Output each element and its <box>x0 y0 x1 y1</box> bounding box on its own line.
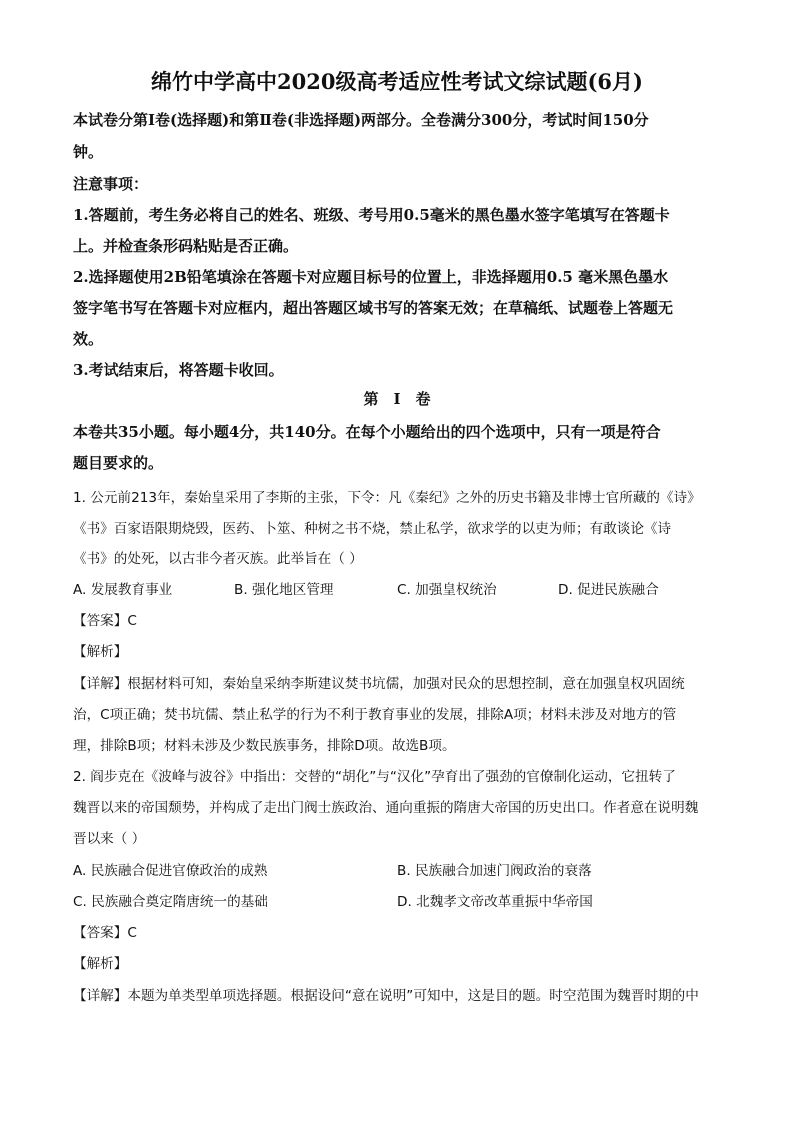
note-2: 效。 <box>73 330 104 348</box>
note-2: 签字笔书写在答题卡对应框内，超出答题区域书写的答案无效；在草稿纸、试题卷上答题无 <box>73 299 674 317</box>
exam-title: 绵竹中学高中2020级高考适应性考试文综试题(6月) <box>151 69 643 94</box>
question-2-option-a: A. 民族融合促进官僚政治的成熟 <box>73 863 268 879</box>
question-2-option-b: B. 民族融合加速门阀政治的衰落 <box>397 863 592 879</box>
question-2-detail: 【详解】本题为单类型单项选择题。根据设问“意在说明”可知中，这是目的题。时空范围为魏晋时期的中 <box>73 988 699 1004</box>
note-1: 上。并检查条形码粘贴是否正确。 <box>73 237 299 255</box>
question-1-detail: 理，排除B项；材料未涉及少数民族事务，排除D项。故选B项。 <box>73 738 456 754</box>
question-2-stem: 魏晋以来的帝国颓势，并构成了走出门阀士族政治、通向重振的隋唐大帝国的历史出口。作者意在说明魏 <box>73 800 699 816</box>
question-1-detail: 【详解】根据材料可知，秦始皇采纳李斯建议焚书坑儒，加强对民众的思想控制，意在加强皇权巩固统 <box>73 676 685 692</box>
note-1: 1.答题前，考生务必将自己的姓名、班级、考号用0.5毫米的黑色墨水签字笔填写在答题卡 <box>73 206 670 224</box>
question-1-stem: 《书》百家语限期烧毁，医药、卜筮、种树之书不烧，禁止私学，欲求学的以吏为师；有敢谈论《诗 <box>73 521 672 537</box>
question-2-option-d: D. 北魏孝文帝改革重振中华帝国 <box>397 894 593 910</box>
question-2-stem: 2. 阎步克在《波峰与波谷》中指出：交替的“胡化”与“汉化”孕育出了强劲的官僚制化运动，它扭转了 <box>73 769 676 785</box>
question-1-stem: 《书》的处死，以古非今者灭族。此举旨在（ ） <box>73 551 363 567</box>
note-3: 3.考试结束后，将答题卡收回。 <box>73 361 284 379</box>
question-1-analysis-label: 【解析】 <box>73 644 128 660</box>
section-description: 本卷共35小题。每小题4分，共140分。在每个小题给出的四个选项中，只有一项是符合 <box>73 423 661 441</box>
question-2-answer: 【答案】C <box>73 925 137 941</box>
question-1-option-b: B. 强化地区管理 <box>234 582 334 598</box>
intro-line: 本试卷分第Ⅰ卷(选择题)和第Ⅱ卷(非选择题)两部分。全卷满分300分，考试时间150分 <box>73 111 649 129</box>
question-1-stem: 1. 公元前213年，秦始皇采用了李斯的主张，下令：凡《秦纪》之外的历史书籍及非博士官所藏的《诗》 <box>73 490 701 506</box>
section-heading: 第 Ⅰ 卷 <box>363 390 431 408</box>
question-2-analysis-label: 【解析】 <box>73 956 128 972</box>
notes-heading: 注意事项： <box>73 175 149 193</box>
section-description: 题目要求的。 <box>73 454 164 472</box>
note-2: 2.选择题使用2B铅笔填涂在答题卡对应题目标号的位置上，非选择题用0.5 毫米黑色墨水 <box>73 268 669 286</box>
question-1-option-d: D. 促进民族融合 <box>558 582 659 598</box>
question-1-option-c: C. 加强皇权统治 <box>397 582 497 598</box>
question-1-option-a: A. 发展教育事业 <box>73 582 173 598</box>
question-1-detail: 治，C项正确；焚书坑儒、禁止私学的行为不利于教育事业的发展，排除A项；材料未涉及对地方的管 <box>73 707 677 723</box>
question-1-answer: 【答案】C <box>73 613 137 629</box>
intro-line: 钟。 <box>73 143 104 161</box>
question-2-option-c: C. 民族融合奠定隋唐统一的基础 <box>73 894 268 910</box>
question-2-stem: 晋以来（ ） <box>73 831 146 847</box>
